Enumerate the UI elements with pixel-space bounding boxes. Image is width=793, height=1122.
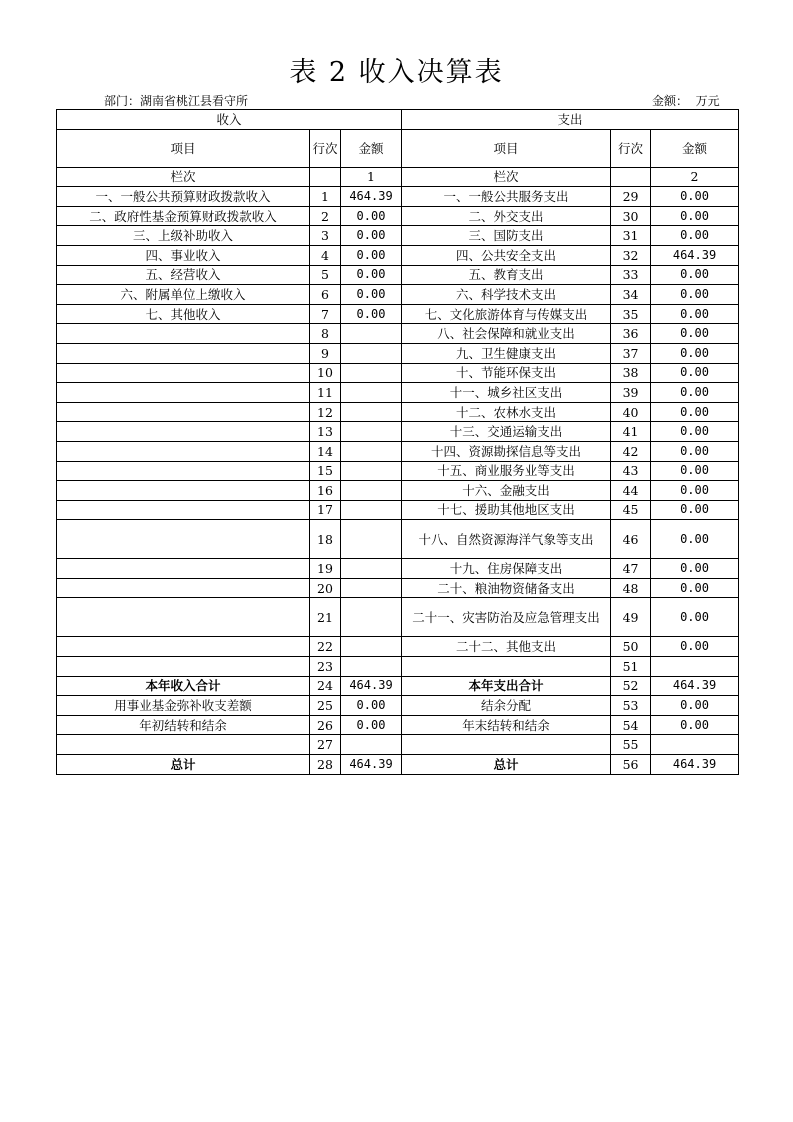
income-line-no-cell: 8 <box>310 324 341 344</box>
expense-item-cell: 十二、农林水支出 <box>402 402 611 422</box>
table-row <box>57 324 739 344</box>
income-line-no-cell: 17 <box>310 500 341 520</box>
table-row <box>57 559 739 579</box>
table-row <box>57 715 739 735</box>
income-item-cell <box>57 559 310 579</box>
income-line-no-cell: 20 <box>310 578 341 598</box>
income-item-cell <box>57 441 310 461</box>
expense-line-no-cell: 43 <box>611 461 651 481</box>
income-line-no-cell: 1 <box>310 187 341 207</box>
income-item-cell <box>57 637 310 657</box>
table-row <box>57 245 739 265</box>
table-row <box>57 637 739 657</box>
income-line-no-cell: 26 <box>310 715 341 735</box>
expense-amount-cell <box>651 657 739 677</box>
income-line-no-cell: 3 <box>310 226 341 246</box>
income-item-cell: 七、其他收入 <box>57 304 310 324</box>
income-column-number: 1 <box>341 167 402 187</box>
expense-line-no-cell: 40 <box>611 402 651 422</box>
expense-line-no-cell: 33 <box>611 265 651 285</box>
income-amount-cell: 0.00 <box>341 265 402 285</box>
income-amount-cell <box>341 657 402 677</box>
income-item-cell <box>57 578 310 598</box>
income-line-no-cell: 15 <box>310 461 341 481</box>
income-item-cell <box>57 598 310 637</box>
column-header-row <box>57 129 739 167</box>
income-line-no-cell: 11 <box>310 383 341 403</box>
income-item-cell: 四、事业收入 <box>57 245 310 265</box>
table-row <box>57 402 739 422</box>
income-line-no-cell: 2 <box>310 206 341 226</box>
expense-item-cell: 十六、金融支出 <box>402 481 611 501</box>
income-line-no-cell: 16 <box>310 481 341 501</box>
income-item-cell <box>57 422 310 442</box>
expense-line-no-cell: 36 <box>611 324 651 344</box>
expense-item-cell: 十三、交通运输支出 <box>402 422 611 442</box>
expense-line-no-cell: 38 <box>611 363 651 383</box>
income-amount-cell <box>341 520 402 559</box>
income-item-cell: 三、上级补助收入 <box>57 226 310 246</box>
expense-line-no-cell: 42 <box>611 441 651 461</box>
section-header-row <box>57 110 739 130</box>
income-amount-cell <box>341 402 402 422</box>
income-amount-cell <box>341 500 402 520</box>
income-item-cell: 本年收入合计 <box>57 676 310 696</box>
expense-amount-cell: 0.00 <box>651 422 739 442</box>
expense-item-cell: 十九、住房保障支出 <box>402 559 611 579</box>
table-row <box>57 187 739 207</box>
expense-line-no-cell: 39 <box>611 383 651 403</box>
expense-item-cell: 六、科学技术支出 <box>402 285 611 305</box>
income-line-no-cell: 13 <box>310 422 341 442</box>
expense-amount-cell <box>651 735 739 755</box>
income-item-cell: 六、附属单位上缴收入 <box>57 285 310 305</box>
expense-line-no-cell: 34 <box>611 285 651 305</box>
table-row <box>57 696 739 716</box>
income-column-label-blank <box>310 167 341 187</box>
expense-line-no-cell: 54 <box>611 715 651 735</box>
expense-amount-cell: 464.39 <box>651 245 739 265</box>
expense-line-no-cell: 50 <box>611 637 651 657</box>
expense-amount-cell: 0.00 <box>651 265 739 285</box>
income-item-cell <box>57 500 310 520</box>
expense-amount-cell: 0.00 <box>651 598 739 637</box>
expense-line-no-cell: 29 <box>611 187 651 207</box>
income-item-cell: 用事业基金弥补收支差额 <box>57 696 310 716</box>
expense-amount-cell: 0.00 <box>651 226 739 246</box>
income-line-no-cell: 24 <box>310 676 341 696</box>
income-item-cell <box>57 481 310 501</box>
expense-item-cell: 七、文化旅游体育与传媒支出 <box>402 304 611 324</box>
income-amount-cell: 464.39 <box>341 676 402 696</box>
table-row <box>57 265 739 285</box>
income-amount-cell: 0.00 <box>341 285 402 305</box>
table-row <box>57 578 739 598</box>
table-row <box>57 598 739 637</box>
expense-line-no-cell: 41 <box>611 422 651 442</box>
income-amount-cell: 0.00 <box>341 245 402 265</box>
expense-amount-cell: 0.00 <box>651 696 739 716</box>
income-item-cell <box>57 735 310 755</box>
income-line-no-cell: 9 <box>310 343 341 363</box>
table-row <box>57 206 739 226</box>
income-line-no-cell: 12 <box>310 402 341 422</box>
expense-amount-cell: 0.00 <box>651 304 739 324</box>
expense-line-no-cell: 35 <box>611 304 651 324</box>
expense-amount-cell: 0.00 <box>651 715 739 735</box>
income-line-no-cell: 19 <box>310 559 341 579</box>
income-amount-cell: 0.00 <box>341 206 402 226</box>
table-row <box>57 383 739 403</box>
expense-amount-cell: 464.39 <box>651 755 739 775</box>
expense-item-cell <box>402 657 611 677</box>
table-row <box>57 676 739 696</box>
table-row <box>57 226 739 246</box>
table-row <box>57 520 739 559</box>
expense-amount-cell: 0.00 <box>651 363 739 383</box>
income-amount-header: 金额 <box>341 129 402 167</box>
income-item-cell <box>57 461 310 481</box>
expense-line-no-cell: 52 <box>611 676 651 696</box>
income-item-cell <box>57 520 310 559</box>
expense-column-label-blank <box>611 167 651 187</box>
income-item-header: 项目 <box>57 129 310 167</box>
income-line-no-cell: 21 <box>310 598 341 637</box>
expense-column-number: 2 <box>651 167 739 187</box>
income-amount-cell <box>341 422 402 442</box>
expense-amount-cell: 0.00 <box>651 383 739 403</box>
income-line-no-cell: 5 <box>310 265 341 285</box>
income-amount-cell <box>341 481 402 501</box>
table-row <box>57 363 739 383</box>
income-amount-cell <box>341 441 402 461</box>
expense-amount-header: 金额 <box>651 129 739 167</box>
table-row <box>57 441 739 461</box>
income-amount-cell: 0.00 <box>341 696 402 716</box>
expense-line-no-cell: 31 <box>611 226 651 246</box>
income-amount-cell: 464.39 <box>341 187 402 207</box>
income-line-no-cell: 28 <box>310 755 341 775</box>
income-section-header: 收入 <box>57 110 402 130</box>
income-amount-cell: 0.00 <box>341 715 402 735</box>
department-label: 部门：湖南省桃江县看守所 <box>104 94 249 108</box>
income-item-cell: 五、经营收入 <box>57 265 310 285</box>
expense-item-cell: 年末结转和结余 <box>402 715 611 735</box>
expense-item-cell: 三、国防支出 <box>402 226 611 246</box>
expense-item-cell: 十八、自然资源海洋气象等支出 <box>402 520 611 559</box>
page-title: 表 2 收入决算表 <box>289 57 504 88</box>
expense-amount-cell: 0.00 <box>651 559 739 579</box>
income-amount-cell <box>341 324 402 344</box>
income-line-no-cell: 6 <box>310 285 341 305</box>
income-amount-cell <box>341 383 402 403</box>
table-row <box>57 481 739 501</box>
income-line-no-cell: 27 <box>310 735 341 755</box>
income-item-cell <box>57 657 310 677</box>
income-item-cell: 一、一般公共预算财政拨款收入 <box>57 187 310 207</box>
expense-item-cell: 二十一、灾害防治及应急管理支出 <box>402 598 611 637</box>
income-amount-cell: 0.00 <box>341 226 402 246</box>
expense-line-no-cell: 47 <box>611 559 651 579</box>
expense-line-no-cell: 49 <box>611 598 651 637</box>
income-amount-cell <box>341 343 402 363</box>
expense-line-no-cell: 53 <box>611 696 651 716</box>
income-item-cell <box>57 343 310 363</box>
expense-item-cell: 本年支出合计 <box>402 676 611 696</box>
expense-amount-cell: 0.00 <box>651 461 739 481</box>
table-row <box>57 304 739 324</box>
expense-item-cell: 一、一般公共服务支出 <box>402 187 611 207</box>
expense-item-cell: 十、节能环保支出 <box>402 363 611 383</box>
income-item-cell <box>57 383 310 403</box>
income-line-no-cell: 14 <box>310 441 341 461</box>
income-item-cell: 年初结转和结余 <box>57 715 310 735</box>
income-amount-cell <box>341 559 402 579</box>
expense-item-cell: 四、公共安全支出 <box>402 245 611 265</box>
expense-item-cell: 八、社会保障和就业支出 <box>402 324 611 344</box>
expense-section-header: 支出 <box>402 110 739 130</box>
table-row <box>57 285 739 305</box>
income-item-cell <box>57 363 310 383</box>
income-amount-cell <box>341 735 402 755</box>
expense-line-no-cell: 44 <box>611 481 651 501</box>
expense-amount-cell: 0.00 <box>651 285 739 305</box>
expense-amount-cell: 0.00 <box>651 520 739 559</box>
expense-line-no-cell: 48 <box>611 578 651 598</box>
table-row <box>57 343 739 363</box>
income-item-cell: 总计 <box>57 755 310 775</box>
expense-line-no-cell: 37 <box>611 343 651 363</box>
expense-item-cell: 九、卫生健康支出 <box>402 343 611 363</box>
income-item-cell <box>57 402 310 422</box>
income-item-cell: 二、政府性基金预算财政拨款收入 <box>57 206 310 226</box>
expense-amount-cell: 0.00 <box>651 324 739 344</box>
income-line-no-header: 行次 <box>310 129 341 167</box>
expense-line-no-cell: 45 <box>611 500 651 520</box>
expense-item-cell: 十一、城乡社区支出 <box>402 383 611 403</box>
expense-item-cell: 二十、粮油物资储备支出 <box>402 578 611 598</box>
income-amount-cell: 0.00 <box>341 304 402 324</box>
income-line-no-cell: 4 <box>310 245 341 265</box>
expense-item-cell: 总计 <box>402 755 611 775</box>
expense-item-header: 项目 <box>402 129 611 167</box>
table-row <box>57 755 739 775</box>
income-line-no-cell: 10 <box>310 363 341 383</box>
income-amount-cell <box>341 363 402 383</box>
income-line-no-cell: 23 <box>310 657 341 677</box>
table-row <box>57 735 739 755</box>
expense-line-no-cell: 32 <box>611 245 651 265</box>
unit-label: 金额： 万元 <box>652 94 720 108</box>
income-amount-cell <box>341 598 402 637</box>
expense-amount-cell: 0.00 <box>651 481 739 501</box>
income-line-no-cell: 7 <box>310 304 341 324</box>
expense-line-no-cell: 51 <box>611 657 651 677</box>
expense-amount-cell: 0.00 <box>651 206 739 226</box>
income-amount-cell <box>341 461 402 481</box>
expense-amount-cell: 0.00 <box>651 402 739 422</box>
income-line-no-cell: 25 <box>310 696 341 716</box>
expense-amount-cell: 0.00 <box>651 441 739 461</box>
expense-column-label: 栏次 <box>402 167 611 187</box>
income-statement-table <box>56 109 739 775</box>
income-amount-cell: 464.39 <box>341 755 402 775</box>
expense-amount-cell: 0.00 <box>651 187 739 207</box>
expense-amount-cell: 0.00 <box>651 500 739 520</box>
expense-item-cell: 十五、商业服务业等支出 <box>402 461 611 481</box>
expense-amount-cell: 464.39 <box>651 676 739 696</box>
expense-item-cell <box>402 735 611 755</box>
income-line-no-cell: 18 <box>310 520 341 559</box>
expense-line-no-cell: 55 <box>611 735 651 755</box>
table-row <box>57 422 739 442</box>
income-amount-cell <box>341 578 402 598</box>
table-row <box>57 500 739 520</box>
expense-item-cell: 五、教育支出 <box>402 265 611 285</box>
table-row <box>57 657 739 677</box>
expense-line-no-header: 行次 <box>611 129 651 167</box>
expense-amount-cell: 0.00 <box>651 637 739 657</box>
column-label-row <box>57 167 739 187</box>
expense-item-cell: 十四、资源勘探信息等支出 <box>402 441 611 461</box>
expense-line-no-cell: 56 <box>611 755 651 775</box>
expense-line-no-cell: 46 <box>611 520 651 559</box>
expense-item-cell: 结余分配 <box>402 696 611 716</box>
table-row <box>57 461 739 481</box>
income-line-no-cell: 22 <box>310 637 341 657</box>
income-column-label: 栏次 <box>57 167 310 187</box>
income-item-cell <box>57 324 310 344</box>
expense-amount-cell: 0.00 <box>651 578 739 598</box>
expense-item-cell: 十七、援助其他地区支出 <box>402 500 611 520</box>
expense-item-cell: 二十二、其他支出 <box>402 637 611 657</box>
income-amount-cell <box>341 637 402 657</box>
expense-item-cell: 二、外交支出 <box>402 206 611 226</box>
expense-amount-cell: 0.00 <box>651 343 739 363</box>
expense-line-no-cell: 30 <box>611 206 651 226</box>
